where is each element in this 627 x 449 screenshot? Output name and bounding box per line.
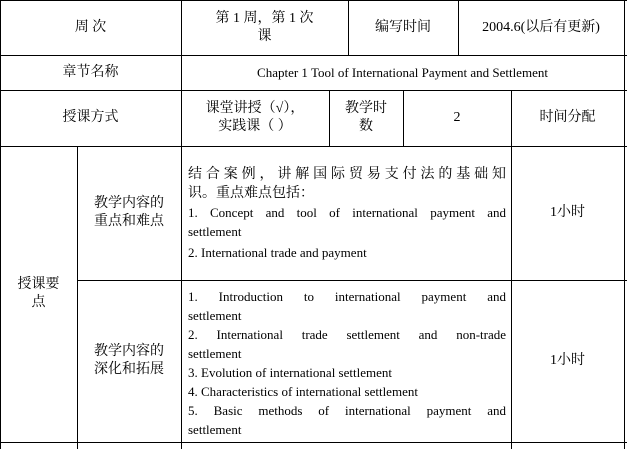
extend-item2-line1: 2. International trade settlement and non-trade xyxy=(188,327,506,342)
extend-content xyxy=(188,287,506,439)
key-points-label-line1: 授课要 xyxy=(17,277,60,292)
rule-right xyxy=(624,0,625,449)
method-value xyxy=(181,90,329,146)
extend-time: 1小时 xyxy=(550,353,585,368)
extend-label-line2: 深化和拓展 xyxy=(94,362,164,377)
chapter-label: 章节名称 xyxy=(62,64,119,80)
method-label: 授课方式 xyxy=(62,110,119,125)
focus-label xyxy=(77,146,181,280)
chapter-value: Chapter 1 Tool of International Payment and Settlement xyxy=(257,64,548,80)
focus-time: 1小时 xyxy=(550,205,585,220)
extend-label-line1: 教学内容的 xyxy=(94,344,164,359)
key-points-label-line2: 点 xyxy=(31,295,46,310)
rule-bottom xyxy=(0,442,627,443)
focus-intro-line1: 结合案例，讲解国际贸易支付法的基础知 xyxy=(188,167,506,182)
focus-item2: 2. International trade and payment xyxy=(188,245,367,260)
focus-content xyxy=(188,165,506,262)
extend-item5-line1: 5. Basic methods of international payment and xyxy=(188,403,506,418)
focus-item1-line1: 1. Concept and tool of international payment and xyxy=(188,205,506,220)
extend-label xyxy=(77,280,181,442)
hours-label-line2: 数 xyxy=(359,119,373,134)
extend-item1-line2: settlement xyxy=(188,308,242,323)
hours-label-line1: 教学时 xyxy=(345,101,387,116)
focus-label-line1: 教学内容的 xyxy=(94,196,164,211)
hours-label xyxy=(329,90,403,146)
focus-intro-line2: 识。重点难点包括： xyxy=(188,186,314,201)
write-time-value: 2004.6(以后有更新) xyxy=(482,19,600,35)
extend-item4: 4. Characteristics of international settlement xyxy=(188,384,418,399)
extend-item2-line2: settlement xyxy=(188,346,242,361)
week-value-line2: 课 xyxy=(257,29,272,44)
extend-item5-line2: settlement xyxy=(188,422,242,437)
week-label: 周 次 xyxy=(74,19,107,35)
method-value-line2: 实践课（ ） xyxy=(218,119,292,134)
focus-label-line2: 重点和难点 xyxy=(94,214,164,229)
week-value-line1: 第 1 周，第 1 次 xyxy=(215,11,314,26)
extend-item3: 3. Evolution of international settlement xyxy=(188,365,392,380)
hours-value: 2 xyxy=(453,110,461,125)
focus-item1-line2: settlement xyxy=(188,224,242,239)
write-time-label: 编写时间 xyxy=(375,19,431,35)
extend-item1-line1: 1. Introduction to international payment and xyxy=(188,289,506,304)
key-points-label xyxy=(0,146,77,442)
method-value-line1: 课堂讲授（√）， xyxy=(205,101,305,116)
time-alloc-label: 时间分配 xyxy=(539,110,596,125)
week-value xyxy=(181,6,348,50)
